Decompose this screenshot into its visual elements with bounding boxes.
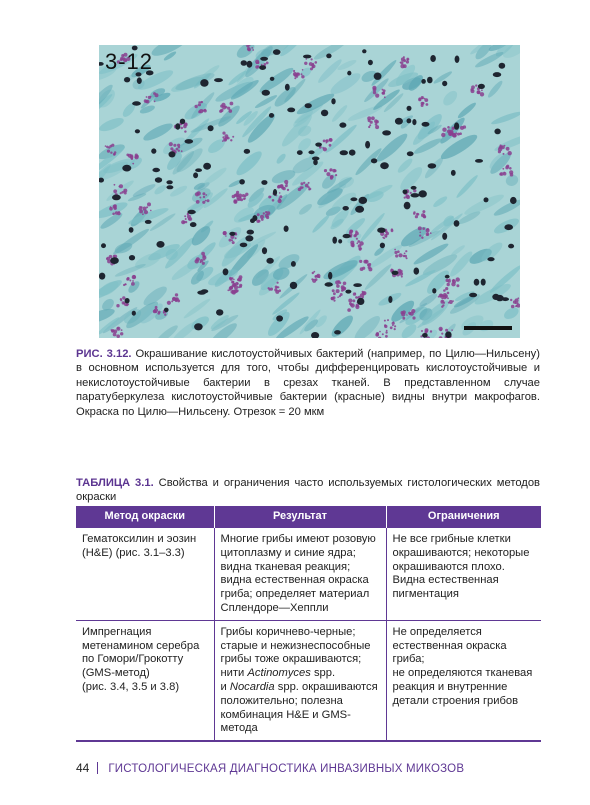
cell-nucleus [285, 84, 290, 91]
cell-nucleus [454, 220, 460, 227]
bacteria-cluster [311, 271, 320, 283]
bacteria-cluster [400, 56, 410, 68]
tissue-fiber [139, 104, 156, 115]
cell-nucleus [200, 79, 208, 87]
cell-line: видна естественная окраска [220, 574, 369, 587]
cell-nucleus [169, 151, 176, 157]
cell-nucleus [260, 57, 268, 61]
cell-nucleus [124, 77, 130, 82]
cell-nucleus [455, 56, 460, 63]
cell-line: Сплендоре—Хеппли [220, 601, 329, 614]
genus-name: Nocardia [229, 680, 275, 693]
cell-nucleus [368, 60, 373, 65]
cell-nucleus [371, 158, 377, 163]
figure-caption [76, 347, 540, 419]
cell-nucleus [152, 168, 160, 172]
cell-nucleus [442, 233, 447, 240]
tissue-fiber [312, 45, 348, 62]
cell-nucleus [474, 279, 480, 286]
cell-nucleus [250, 218, 255, 223]
tissue-fiber [295, 90, 336, 117]
cell-nucleus [411, 193, 420, 197]
cell-method [76, 528, 214, 620]
cell-line: не определяются тканевая [392, 667, 533, 680]
cell-nucleus [185, 139, 194, 144]
bacteria-cluster [367, 116, 379, 129]
tissue-fiber [189, 90, 216, 120]
tissue-fiber [374, 130, 411, 164]
cell-nucleus [411, 186, 417, 190]
cell-nucleus [266, 258, 273, 264]
page-footer [76, 761, 464, 775]
figure-label: 3-12 [105, 49, 154, 74]
cell-nucleus [122, 165, 131, 172]
cell-nucleus [412, 119, 416, 125]
tissue-fiber [432, 195, 449, 209]
cell-nucleus [132, 101, 141, 105]
tissue-fiber [490, 110, 520, 127]
figure-caption-text: Окрашивание кислотоустойчивых бактерий (например, по Цилю—Нильсену) в основном используется для того, чтобы дифференцировать кислотоустойчивые и некислотоустойчивые бактерии в срезах тканей. В представленном случае паратуберкулеза кислотоустойчивые бактерии (красные) видны внутри макрофагов. Окраска по Цилю—Нильсену. Отрезок = 20 мкм [76, 348, 540, 418]
cell-nucleus [343, 234, 351, 238]
cell-nucleus [244, 149, 250, 154]
cell-line: окрашиваются; некоторые [392, 546, 530, 559]
cell-nucleus [374, 73, 382, 80]
tissue-fiber [126, 279, 141, 294]
cell-nucleus [125, 298, 130, 303]
text-fragment: нити [220, 667, 248, 680]
tissue-fiber [363, 262, 393, 291]
tissue-fiber [114, 262, 147, 278]
cell-nucleus [362, 49, 366, 53]
cell-limits [386, 528, 541, 620]
cell-nucleus [269, 113, 274, 118]
tissue-fiber [234, 45, 257, 61]
table-caption-label: ТАБЛИЦА 3.1. [76, 477, 154, 489]
cell-nucleus [110, 257, 119, 264]
cell-line: Импрегнация [82, 625, 152, 638]
cell-nucleus [261, 180, 267, 185]
cell-method [76, 620, 214, 741]
cell-nucleus [193, 172, 198, 178]
tissue-fiber [456, 101, 477, 120]
cell-nucleus [137, 77, 142, 84]
running-title: ГИСТОЛОГИЧЕСКАЯ ДИАГНОСТИКА ИНВАЗИВНЫХ МИКОЗОВ [108, 763, 465, 775]
bacteria-cluster [418, 96, 428, 107]
table-row [76, 620, 541, 741]
cell-line: пигментация [392, 588, 459, 601]
cell-nucleus [332, 237, 337, 244]
tissue-fiber [297, 202, 313, 216]
cell-nucleus [297, 150, 303, 155]
cell-line [221, 667, 380, 681]
cell-nucleus [380, 162, 389, 169]
cell-line: метенамином серебра [82, 639, 200, 652]
cell-nucleus [214, 78, 223, 82]
micrograph-image [99, 45, 520, 338]
tissue-fiber [330, 104, 348, 124]
cell-nucleus [404, 202, 411, 210]
cell-line: цитоплазму и синие ядра; [220, 546, 356, 559]
bacteria-cluster [359, 260, 372, 272]
cell-nucleus [430, 55, 436, 62]
table-header-row [76, 506, 541, 528]
cell-nucleus [328, 272, 332, 280]
bacteria-cluster [446, 277, 460, 287]
cell-nucleus [347, 71, 351, 76]
cell-nucleus [187, 210, 195, 214]
cell-line: (H&E) (рис. 3.1–3.3) [82, 546, 185, 559]
cell-nucleus [99, 273, 105, 280]
cell-nucleus [407, 106, 412, 111]
cell-nucleus [359, 197, 368, 204]
cell-nucleus [510, 197, 517, 204]
cell-nucleus [262, 90, 270, 96]
tissue-fiber [311, 213, 331, 234]
cell-nucleus [451, 170, 456, 176]
cell-nucleus [194, 323, 203, 330]
tissue-fiber [486, 79, 504, 99]
cell-nucleus [216, 309, 223, 315]
tissue-fiber [141, 120, 174, 143]
tissue-fiber [99, 277, 124, 302]
cell-nucleus [382, 130, 391, 135]
cell-nucleus [445, 331, 451, 338]
cell-nucleus [475, 159, 483, 163]
cell-nucleus [208, 125, 214, 131]
cell-nucleus [345, 290, 351, 294]
text-fragment: spp. окрашиваются [274, 680, 378, 693]
cell-nucleus [290, 282, 297, 289]
cell-nucleus [419, 190, 427, 197]
tissue-fiber [182, 297, 211, 320]
cell-limits [386, 620, 541, 741]
cell-line: реакция и внутренние [392, 680, 508, 693]
cell-nucleus [484, 197, 489, 202]
bacteria-cluster [219, 102, 233, 113]
cell-nucleus [338, 239, 342, 243]
tissue-fiber [328, 70, 363, 98]
tissue-fiber [450, 244, 466, 257]
cell-nucleus [112, 195, 121, 201]
cell-nucleus [421, 79, 426, 84]
cell-nucleus [395, 118, 403, 125]
cell-nucleus [349, 150, 356, 156]
cell-line: по Гомори/Грокотту [82, 653, 184, 666]
cell-nucleus [334, 330, 341, 334]
cell-nucleus [229, 232, 235, 236]
cell-nucleus [247, 61, 253, 68]
scale-bar [464, 326, 512, 330]
cell-nucleus [305, 103, 312, 108]
bacteria-cluster [510, 297, 520, 308]
cell-nucleus [166, 180, 172, 184]
cell-nucleus [339, 122, 346, 127]
cell-nucleus [414, 268, 420, 275]
cell-nucleus [445, 275, 450, 279]
cell-line: Видна естественная [392, 574, 499, 587]
cell-nucleus [164, 308, 169, 313]
cell-line: (рис. 3.4, 3.5 и 3.8) [82, 680, 180, 693]
bacteria-cluster [350, 240, 364, 251]
tissue-fiber [455, 174, 480, 200]
cell-line: грибы тоже окрашиваются; [220, 653, 362, 666]
text-fragment: и [220, 680, 230, 693]
tissue-fiber [366, 242, 404, 271]
cell-nucleus [239, 179, 245, 184]
header-limits: Ограничения [386, 506, 541, 528]
cell-nucleus [422, 333, 428, 338]
cell-nucleus [392, 271, 399, 275]
cell-nucleus [407, 118, 412, 123]
header-method: Метод окраски [76, 506, 214, 528]
bacteria-cluster [222, 132, 234, 142]
cell-nucleus [388, 296, 392, 303]
cell-line: Гематоксилин и эозин [82, 533, 197, 545]
cell-nucleus [132, 311, 136, 316]
cell-nucleus [259, 65, 266, 70]
cell-nucleus [487, 257, 494, 261]
cell-line: естественная окраска гриба; [392, 639, 507, 666]
cell-line: (GMS-метод) [82, 667, 150, 680]
cell-nucleus [377, 228, 385, 233]
cell-nucleus [331, 98, 335, 104]
cell-nucleus [262, 247, 267, 254]
tissue-fiber [353, 146, 383, 177]
cell-line: детали строения грибов [392, 694, 519, 707]
cell-nucleus [493, 72, 501, 77]
cell-nucleus [422, 122, 430, 127]
cell-nucleus [240, 243, 248, 248]
bacteria-cluster [232, 191, 242, 204]
tissue-fiber [275, 152, 287, 165]
cell-result [214, 528, 386, 620]
cell-nucleus [403, 190, 408, 195]
cell-nucleus [195, 168, 202, 172]
cell-nucleus [325, 282, 333, 286]
tissue-fiber [254, 93, 278, 109]
cell-nucleus [340, 150, 348, 155]
cell-nucleus [442, 81, 447, 86]
cell-line: старые и нежизнеспособные [220, 639, 371, 652]
footer-separator [97, 762, 98, 774]
table-caption [76, 476, 540, 505]
cell-nucleus [151, 148, 156, 153]
cell-nucleus [284, 226, 289, 232]
bacteria-cluster [331, 289, 343, 302]
tissue-fiber [447, 249, 475, 279]
cell-line: Грибы коричнево-черные; [220, 625, 356, 638]
tissue-fiber [418, 291, 439, 308]
cell-nucleus [407, 151, 414, 156]
cell-nucleus [247, 230, 254, 235]
cell-nucleus [223, 268, 229, 275]
cell-line: видна тканевая реакция; [220, 560, 351, 573]
tissue-fiber [329, 312, 356, 338]
cell-nucleus [308, 150, 314, 154]
bacteria-cluster [375, 330, 387, 338]
cell-nucleus [321, 110, 328, 117]
table-row [76, 528, 541, 620]
cell-nucleus [135, 129, 140, 133]
cell-nucleus [190, 222, 197, 227]
cell-nucleus [508, 244, 514, 249]
text-fragment: spp. [310, 667, 336, 680]
cell-line: положительно; полезна [220, 694, 343, 707]
cell-nucleus [343, 206, 349, 211]
cell-nucleus [145, 220, 152, 224]
cell-nucleus [355, 206, 364, 213]
page-number: 44 [76, 761, 90, 775]
cell-nucleus [357, 298, 364, 305]
cell-nucleus [175, 123, 180, 129]
cell-line: Не определяется [392, 625, 482, 638]
cell-nucleus [241, 60, 247, 66]
cell-line: окрашиваются плохо. [392, 560, 505, 573]
cell-nucleus [287, 108, 295, 113]
cell-nucleus [273, 189, 277, 196]
cell-nucleus [311, 332, 319, 338]
tissue-fiber [99, 115, 125, 134]
cell-line [221, 681, 380, 695]
cell-nucleus [303, 55, 311, 59]
cell-nucleus [494, 129, 500, 135]
cell-nucleus [315, 143, 322, 147]
cell-nucleus [156, 241, 164, 248]
header-result: Результат [214, 506, 386, 528]
bacteria-cluster [353, 291, 367, 299]
tissue-fiber [441, 88, 460, 108]
cell-line: Не все грибные клетки [392, 533, 511, 545]
cell-nucleus [350, 197, 357, 201]
cell-nucleus [166, 185, 173, 189]
cell-nucleus [180, 119, 185, 124]
tissue-fiber [502, 305, 520, 321]
cell-nucleus [101, 243, 106, 248]
cell-nucleus [380, 243, 385, 249]
bacteria-cluster [167, 293, 180, 305]
cell-nucleus [129, 227, 134, 233]
cell-nucleus [245, 235, 253, 241]
bacteria-cluster [413, 210, 426, 218]
staining-methods-table [76, 506, 541, 742]
cell-nucleus [454, 122, 459, 129]
cell-line: Многие грибы имеют розовую [220, 533, 376, 545]
cell-nucleus [276, 315, 283, 321]
cell-nucleus [432, 288, 436, 293]
cell-nucleus [428, 163, 437, 168]
cell-nucleus [203, 163, 211, 170]
cell-nucleus [273, 49, 281, 55]
cell-nucleus [353, 283, 362, 287]
cell-nucleus [326, 54, 331, 59]
cell-nucleus [99, 62, 104, 66]
cell-nucleus [478, 84, 485, 89]
bacteria-cluster [123, 275, 136, 286]
cell-result [214, 620, 386, 741]
genus-name: Actinomyces [247, 667, 311, 680]
cell-nucleus [469, 293, 477, 298]
cell-nucleus [499, 63, 506, 69]
cell-line: гриба; определяет материал [220, 588, 370, 601]
cell-nucleus [129, 255, 135, 260]
cell-nucleus [201, 289, 209, 293]
cell-nucleus [496, 295, 504, 301]
cell-line: комбинация H&E и GMS-метода [220, 708, 351, 735]
figure-caption-label: РИС. 3.12. [76, 348, 132, 360]
cell-nucleus [365, 141, 370, 149]
cell-nucleus [481, 279, 486, 286]
micrograph-drawing [99, 45, 520, 338]
cell-nucleus [504, 224, 513, 230]
table-caption-text: Свойства и ограничения часто используемых гистологических методов окраски [76, 477, 540, 504]
cell-nucleus [312, 157, 320, 161]
cell-nucleus [427, 77, 433, 84]
cell-nucleus [155, 177, 162, 182]
cell-nucleus [270, 77, 275, 81]
cell-nucleus [291, 261, 296, 267]
